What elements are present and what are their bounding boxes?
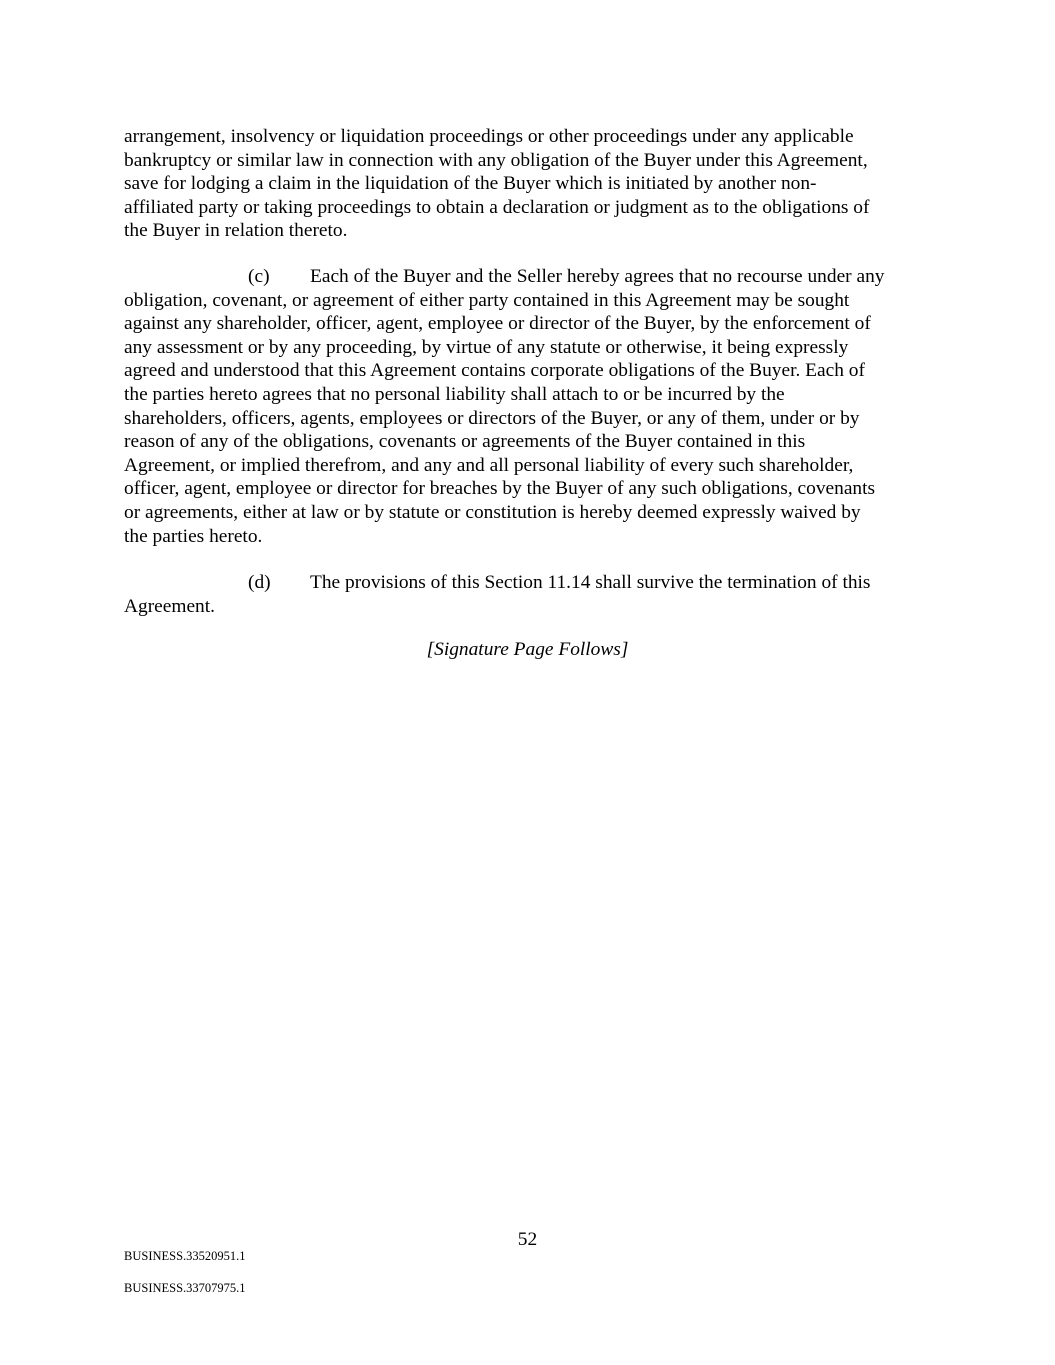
paragraph-d-marker: (d)	[248, 572, 271, 593]
paragraph-d	[124, 571, 932, 618]
text-line: officer, agent, employee or director for breaches by the Buyer of any such obligations, covenants	[124, 478, 876, 500]
paragraph-d-first-line	[124, 571, 932, 595]
text-line: shareholders, officers, agents, employees or directors of the Buyer, or any of them, under or by	[124, 407, 860, 429]
text-line: Agreement.	[124, 595, 215, 617]
paragraph-d-first-text: The provisions of this Section 11.14 shall survive the termination of this	[310, 572, 871, 593]
text-line: the Buyer in relation thereto.	[124, 220, 348, 242]
text-line: obligation, covenant, or agreement of either party contained in this Agreement may be sought	[124, 289, 850, 311]
page-number: 52	[517, 1229, 538, 1250]
text-line: or agreements, either at law or by statute or constitution is hereby deemed expressly waived by	[124, 501, 861, 523]
paragraph-c	[124, 265, 932, 548]
text-line: affiliated party or taking proceedings to obtain a declaration or judgment as to the obligations of	[124, 196, 870, 218]
text-line: against any shareholder, officer, agent, employee or director of the Buyer, by the enforcement of	[124, 313, 871, 335]
text-line: save for lodging a claim in the liquidation of the Buyer which is initiated by another non-	[124, 173, 817, 195]
text-line: bankruptcy or similar law in connection with any obligation of the Buyer under this Agreement,	[124, 149, 868, 171]
document-id: BUSINESS.33707975.1	[124, 1281, 246, 1295]
signature-page-note: [Signature Page Follows]	[426, 639, 629, 660]
text-line: the parties hereto agrees that no personal liability shall attach to or be incurred by the	[124, 383, 785, 405]
text-line: arrangement, insolvency or liquidation proceedings or other proceedings under any applicable	[124, 126, 854, 147]
paragraph-c-marker: (c)	[248, 266, 270, 287]
text-line: agreed and understood that this Agreement contains corporate obligations of the Buyer. Each of	[124, 360, 865, 382]
text-line: Agreement, or implied therefrom, and any and all personal liability of every such shareholder,	[124, 454, 854, 476]
text-line: reason of any of the obligations, covenants or agreements of the Buyer contained in this	[124, 431, 806, 453]
paragraph-c-first-text: Each of the Buyer and the Seller hereby agrees that no recourse under any	[310, 266, 885, 287]
text-line: any assessment or by any proceeding, by virtue of any statute or otherwise, it being expressly	[124, 336, 849, 358]
paragraph-continuation	[124, 125, 932, 243]
document-id: BUSINESS.33520951.1	[124, 1249, 246, 1263]
text-line: the parties hereto.	[124, 525, 263, 547]
paragraph-c-first-line	[124, 265, 932, 289]
